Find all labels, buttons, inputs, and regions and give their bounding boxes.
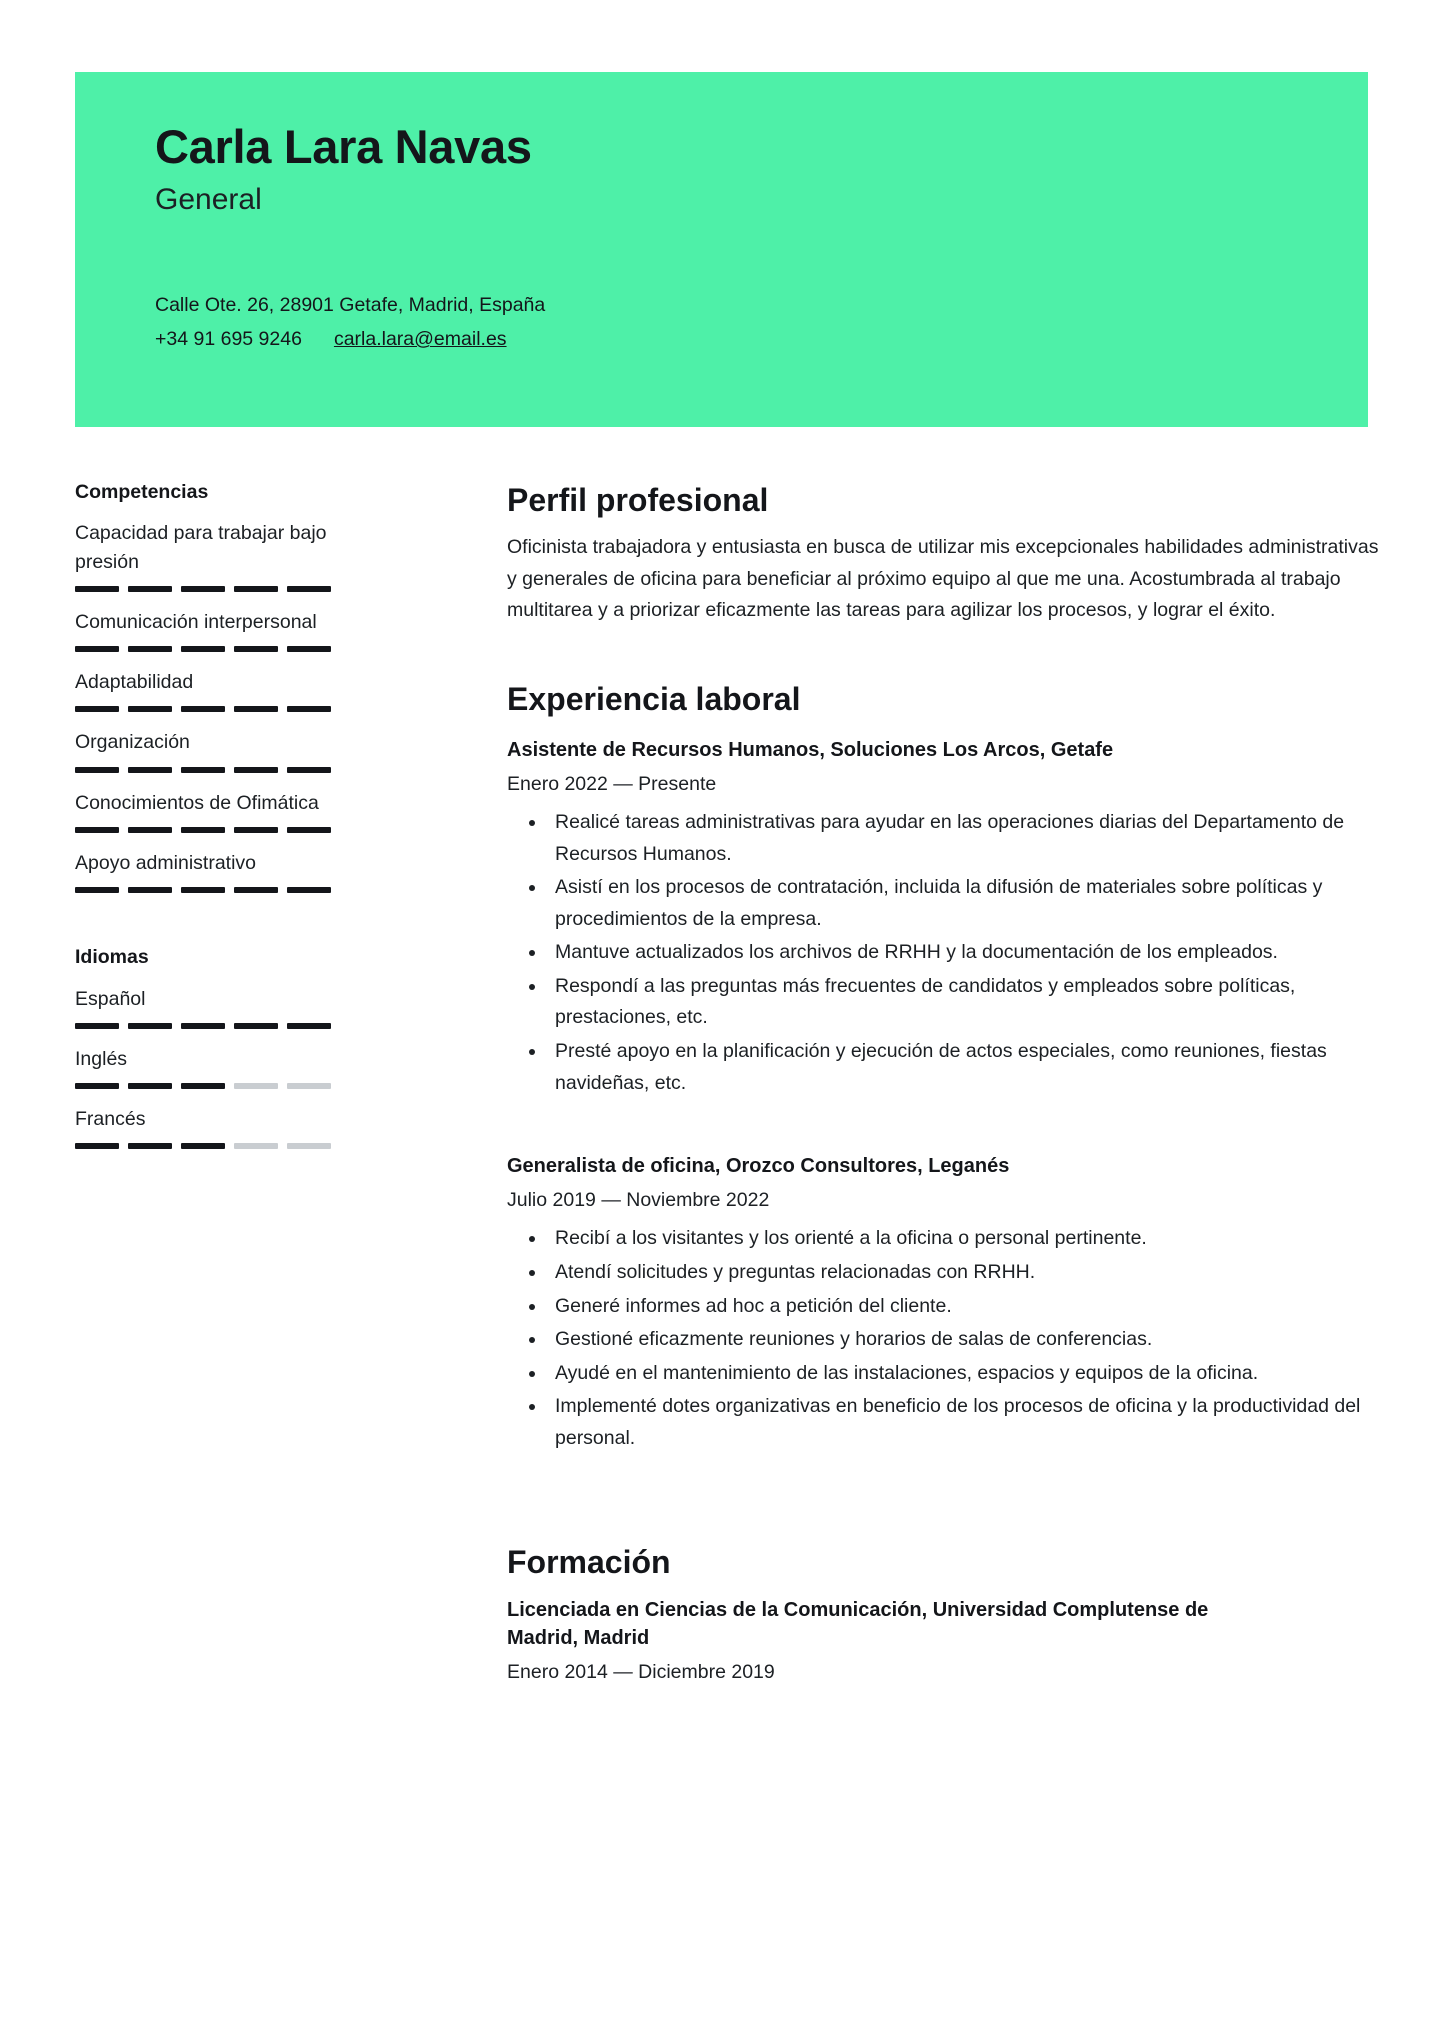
rating-segment [75, 767, 119, 773]
job-bullet: • Implementé dotes organizativas en beneficio de los procesos de oficina y la productividad del personal. [547, 1391, 1382, 1454]
rating-segment [234, 1083, 278, 1089]
rating-segment [234, 827, 278, 833]
resume-body [0, 480, 1440, 1688]
list-item [75, 985, 385, 1029]
list-item [75, 608, 385, 652]
rating-segment [287, 827, 331, 833]
languages-heading: Idiomas [75, 946, 149, 969]
rating-segment [234, 646, 278, 652]
experience-entry [507, 737, 1382, 1135]
candidate-role: General [155, 183, 262, 217]
rating-segment [128, 1083, 172, 1089]
rating-segment [181, 887, 225, 893]
contact-phone: +34 91 695 9246 [155, 328, 302, 351]
spacer [507, 1101, 1382, 1135]
job-bullet: • Atendí solicitudes y preguntas relacionadas con RRHH. [547, 1257, 1382, 1289]
rating-segment [128, 1143, 172, 1149]
rating-segment [287, 767, 331, 773]
list-item [75, 849, 385, 893]
rating-segment [75, 706, 119, 712]
list-item-label: Adaptabilidad [75, 671, 194, 694]
list-item-label: Organización [75, 731, 190, 754]
experience-entry [507, 1153, 1382, 1490]
job-bullet-list [507, 807, 1382, 1099]
rating-segment [128, 1023, 172, 1029]
rating-segment [128, 767, 172, 773]
job-dates: Enero 2022 — Presente [507, 772, 717, 795]
rating-segment [128, 827, 172, 833]
job-bullet: • Presté apoyo en la planificación y ejecución de actos especiales, como reuniones, fiestas navideñas, etc. [547, 1036, 1382, 1099]
job-title: Asistente de Recursos Humanos, Soluciones Los Arcos, Getafe [507, 738, 1114, 761]
rating-segment [75, 827, 119, 833]
education-dates: Enero 2014 — Diciembre 2019 [507, 1661, 775, 1684]
rating-segment [234, 706, 278, 712]
education-list [507, 1596, 1382, 1687]
rating-bar [75, 1083, 385, 1089]
list-item [75, 1045, 385, 1089]
candidate-name: Carla Lara Navas [155, 120, 532, 173]
rating-segment [75, 1023, 119, 1029]
list-item-label: Capacidad para trabajar bajo presión [75, 522, 327, 573]
education-heading: Formación [507, 1544, 671, 1581]
job-bullet: • Recibí a los visitantes y los orienté a la oficina o personal pertinente. [547, 1223, 1382, 1255]
rating-segment [234, 767, 278, 773]
rating-segment [75, 1083, 119, 1089]
job-bullet: • Asistí en los procesos de contratación, incluida la difusión de materiales sobre políticas y procedimientos de la empresa. [547, 872, 1382, 935]
job-bullet-list [507, 1223, 1382, 1454]
list-item [75, 519, 385, 592]
job-bullet: • Realicé tareas administrativas para ayudar en las operaciones diarias del Departamento de Recursos Humanos. [547, 807, 1382, 870]
job-bullet: • Ayudé en el mantenimiento de las instalaciones, espacios y equipos de la oficina. [547, 1358, 1382, 1390]
rating-segment [287, 706, 331, 712]
languages-list [75, 985, 385, 1150]
rating-segment [75, 646, 119, 652]
experience-heading: Experiencia laboral [507, 680, 801, 717]
resume-header [75, 72, 1368, 427]
spacer [507, 1456, 1382, 1490]
rating-segment [75, 887, 119, 893]
rating-bar [75, 586, 385, 592]
job-bullet: • Mantuve actualizados los archivos de RRHH y la documentación de los empleados. [547, 937, 1382, 969]
list-item-label: Inglés [75, 1047, 128, 1070]
contact-address: Calle Ote. 26, 28901 Getafe, Madrid, España [155, 294, 546, 317]
rating-bar [75, 706, 385, 712]
rating-segment [181, 706, 225, 712]
rating-segment [287, 646, 331, 652]
rating-segment [128, 646, 172, 652]
rating-segment [287, 887, 331, 893]
rating-segment [234, 586, 278, 592]
rating-segment [181, 1083, 225, 1089]
list-item [75, 668, 385, 712]
rating-segment [181, 1143, 225, 1149]
rating-segment [234, 1143, 278, 1149]
rating-bar [75, 1143, 385, 1149]
rating-bar [75, 827, 385, 833]
list-item-label: Francés [75, 1108, 146, 1131]
rating-segment [234, 887, 278, 893]
profile-text: Oficinista trabajadora y entusiasta en busca de utilizar mis excepcionales habilidades administrativas y generales de oficina para beneficiar al próximo equipo al que me una. Acostumbrada al trabajo multitarea y a priorizar eficazmente las tareas para agilizar los procesos, y lograr el éxito. [507, 536, 1379, 622]
list-item-label: Apoyo administrativo [75, 851, 257, 874]
profile-heading: Perfil profesional [507, 482, 769, 518]
rating-segment [234, 1023, 278, 1029]
list-item [75, 728, 385, 772]
rating-segment [181, 646, 225, 652]
rating-segment [75, 1143, 119, 1149]
experience-list [507, 737, 1382, 1491]
list-item-label: Comunicación interpersonal [75, 610, 317, 633]
job-bullet: • Gestioné eficazmente reuniones y horarios de salas de conferencias. [547, 1324, 1382, 1356]
rating-segment [128, 586, 172, 592]
list-item [75, 789, 385, 833]
rating-segment [287, 586, 331, 592]
list-item-label: Conocimientos de Ofimática [75, 791, 319, 814]
education-entry [507, 1596, 1382, 1687]
rating-segment [181, 586, 225, 592]
rating-bar [75, 887, 385, 893]
list-item [75, 1105, 385, 1149]
rating-segment [128, 887, 172, 893]
rating-segment [287, 1023, 331, 1029]
job-dates: Julio 2019 — Noviembre 2022 [507, 1189, 770, 1212]
sidebar [75, 480, 385, 1165]
rating-bar [75, 646, 385, 652]
rating-segment [287, 1143, 331, 1149]
rating-segment [181, 827, 225, 833]
job-title: Generalista de oficina, Orozco Consultores, Leganés [507, 1155, 1010, 1178]
rating-bar [75, 1023, 385, 1029]
rating-segment [75, 586, 119, 592]
skills-heading: Competencias [75, 481, 209, 503]
rating-segment [128, 706, 172, 712]
rating-bar [75, 767, 385, 773]
job-bullet: • Generé informes ad hoc a petición del cliente. [547, 1291, 1382, 1323]
list-item-label: Español [75, 987, 146, 1010]
contact-email-link[interactable]: carla.lara@email.es [333, 328, 507, 351]
job-bullet: • Respondí a las preguntas más frecuentes de candidatos y empleados sobre políticas, prestaciones, etc. [547, 971, 1382, 1034]
rating-segment [181, 767, 225, 773]
skills-list [75, 519, 385, 893]
contact-block [155, 288, 1368, 356]
main-column [507, 480, 1382, 1688]
rating-segment [181, 1023, 225, 1029]
rating-segment [287, 1083, 331, 1089]
education-title: Licenciada en Ciencias de la Comunicación, Universidad Complutense de Madrid, Madrid [507, 1599, 1209, 1650]
